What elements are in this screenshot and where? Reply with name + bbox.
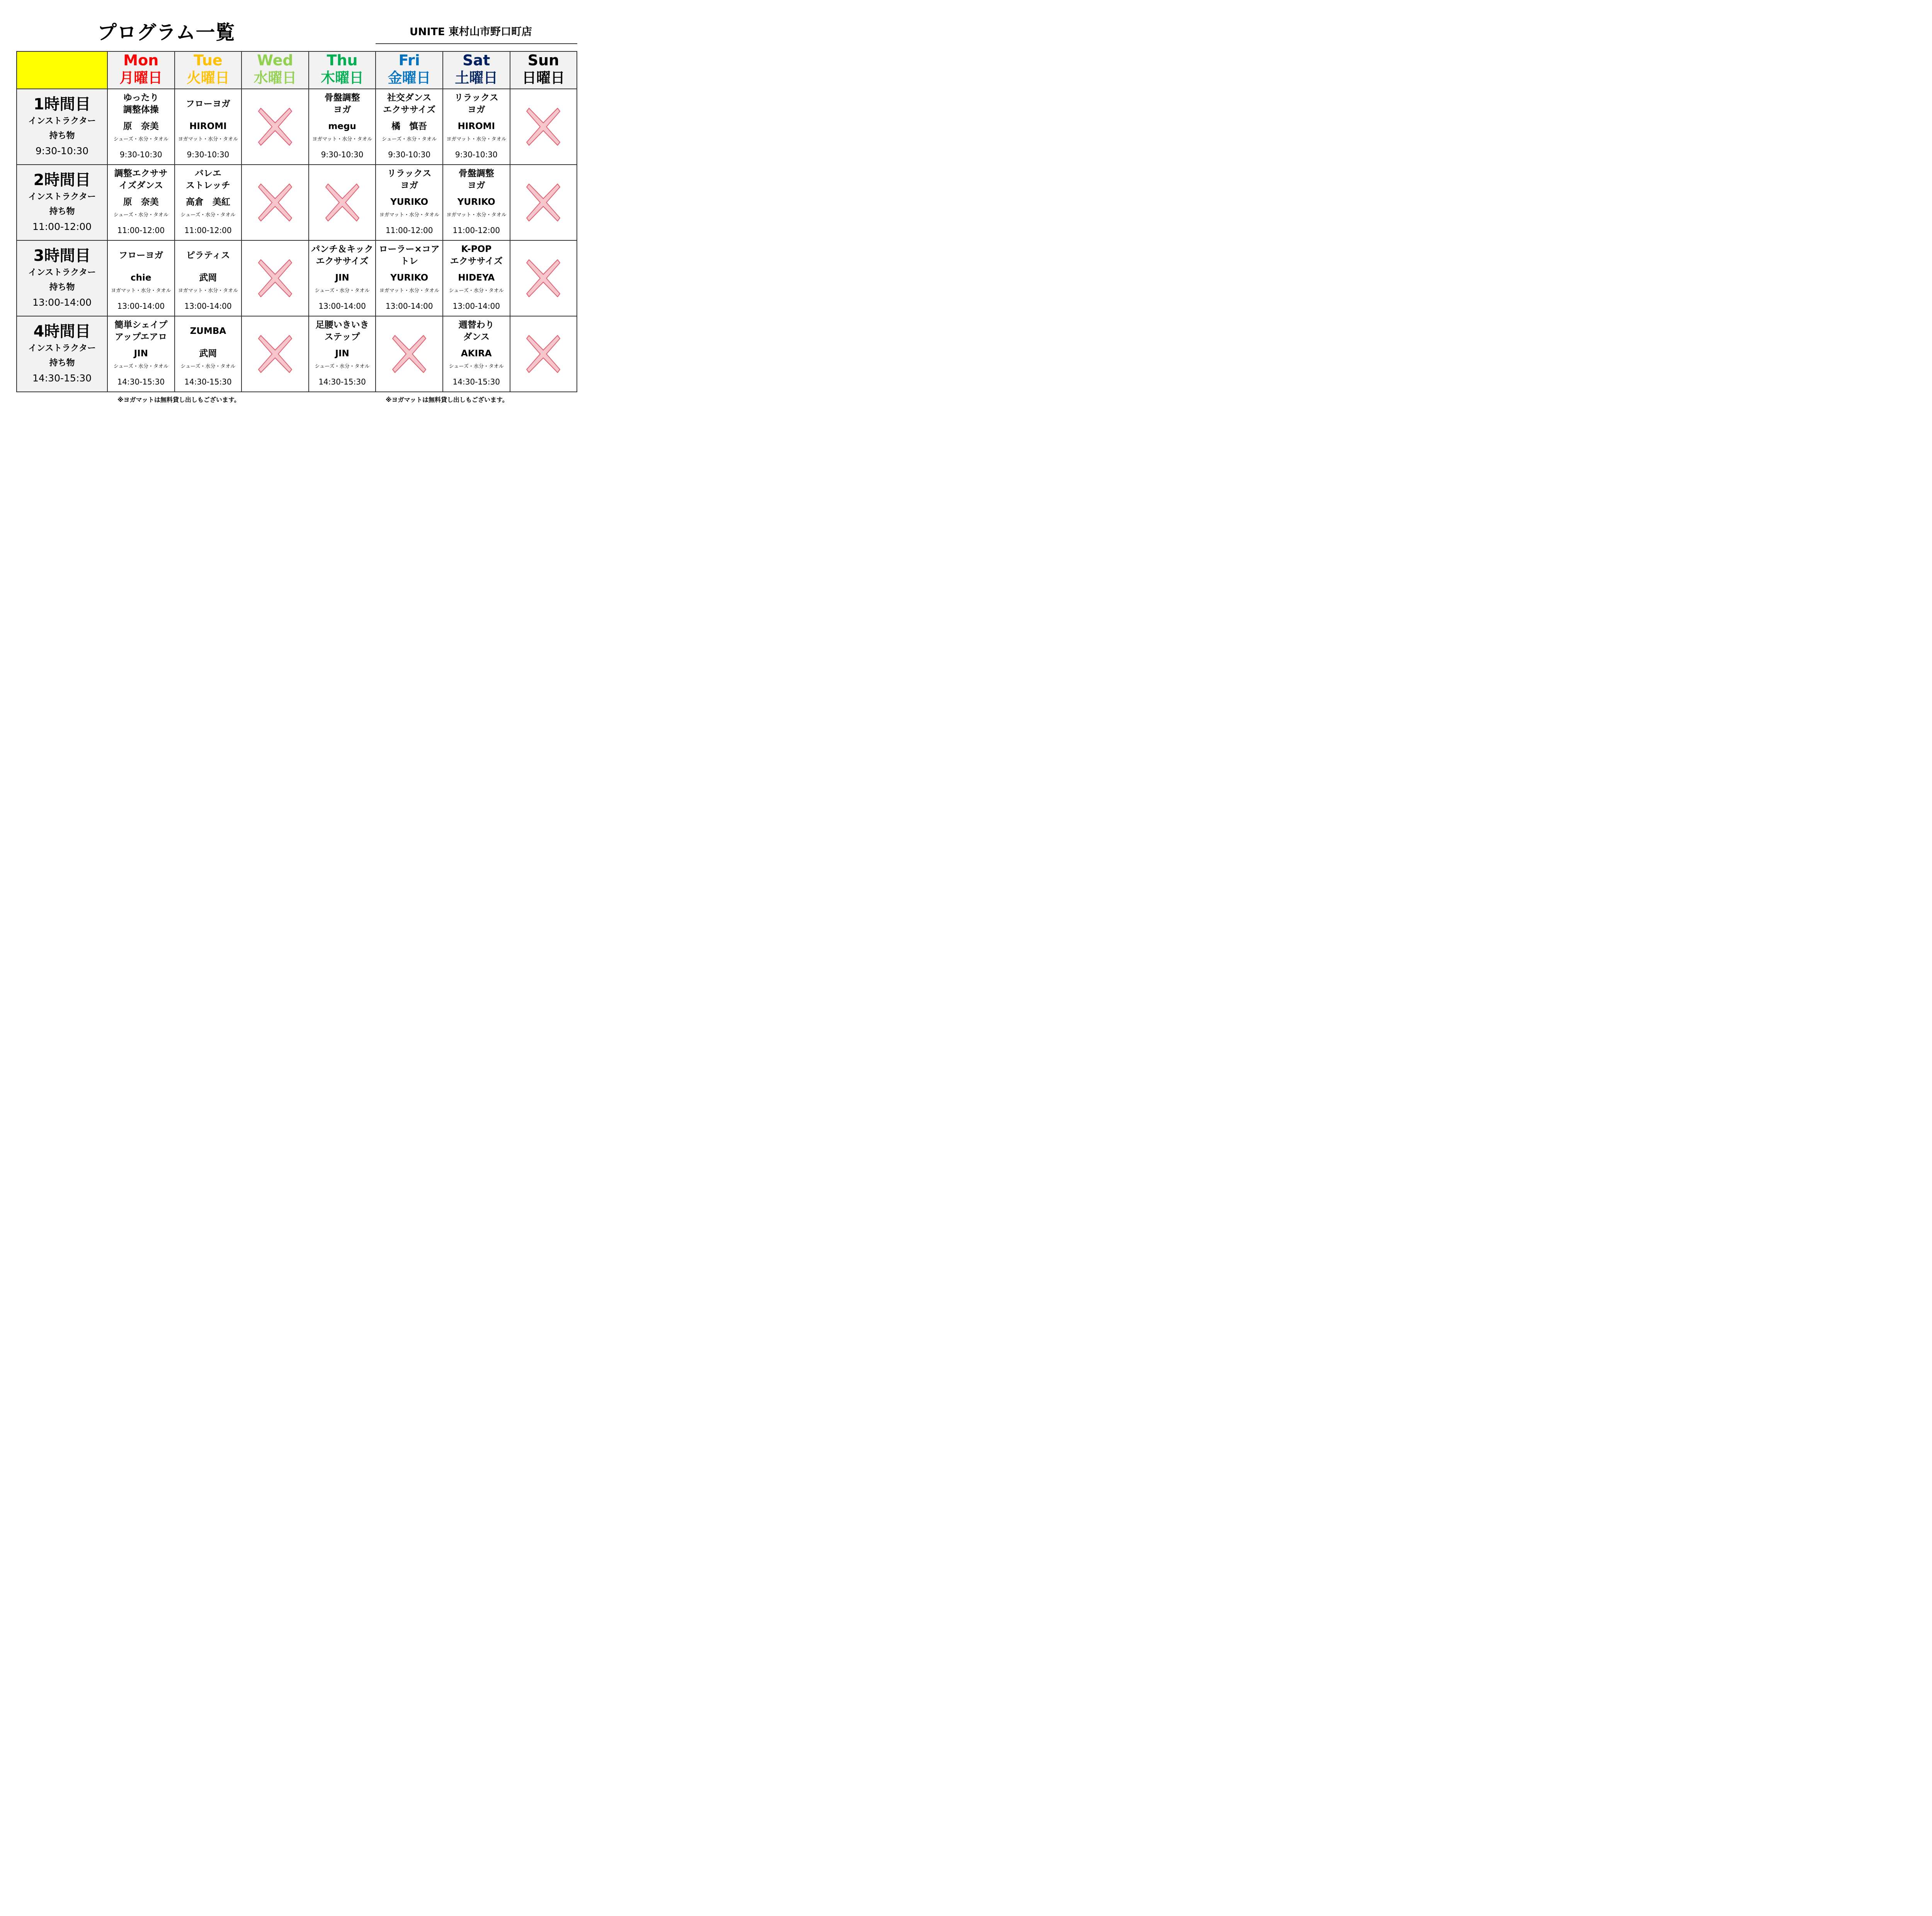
- period-row: [17, 240, 577, 316]
- class-name-line: 骨盤調整: [458, 168, 494, 179]
- class-cell: [107, 165, 175, 240]
- class-name-line: ヨガ: [467, 105, 485, 115]
- class-name-line: エクササイズ: [316, 256, 369, 266]
- instructor-label: インストラクター: [28, 192, 96, 202]
- day-header-row: [17, 51, 577, 89]
- class-name-line: ローラー×コア: [379, 244, 440, 254]
- class-name: [309, 90, 376, 118]
- class-time: 9:30-10:30: [455, 150, 498, 159]
- instructor-name: 原 奈美: [123, 197, 159, 207]
- class-name-line: アップエアロ: [115, 332, 167, 342]
- items-to-bring: シューズ・水分・タオル: [180, 212, 236, 218]
- day-header-wed: [242, 51, 309, 89]
- instructor-name: HIROMI: [457, 121, 495, 131]
- instructor-name: 橘 慎吾: [391, 121, 427, 131]
- items-to-bring: ヨガマット・水分・タオル: [446, 212, 507, 218]
- class-cell: [443, 165, 510, 240]
- no-class-cell: [242, 316, 309, 392]
- items-label: 持ち物: [49, 207, 75, 216]
- class-cell: [107, 316, 175, 392]
- class-name-line: リラックス: [454, 93, 498, 103]
- class-cell: [443, 89, 510, 165]
- period-name: 1時間目: [33, 95, 91, 113]
- period-header: [17, 316, 107, 392]
- class-cell: [175, 165, 242, 240]
- no-class-cell: [376, 316, 443, 392]
- class-name-line: リラックス: [387, 168, 432, 179]
- instructor-name: AKIRA: [461, 349, 492, 359]
- class-cell: [107, 240, 175, 316]
- instructor-name: JIN: [134, 349, 148, 359]
- class-name-line: ヨガ: [333, 105, 351, 115]
- class-name-line: ピラティス: [186, 250, 230, 260]
- class-time: 11:00-12:00: [385, 226, 433, 235]
- class-name-line: 社交ダンス: [387, 93, 432, 103]
- closed-x-icon: [392, 335, 427, 373]
- items-to-bring: ヨガマット・水分・タオル: [379, 288, 439, 294]
- instructor-name: YURIKO: [390, 273, 429, 283]
- closed-x-icon: [258, 183, 293, 222]
- class-name: [108, 166, 174, 194]
- class-time: 11:00-12:00: [184, 226, 232, 235]
- items-to-bring: シューズ・水分・タオル: [382, 136, 437, 142]
- items-to-bring: シューズ・水分・タオル: [315, 364, 370, 369]
- closed-x-icon: [258, 107, 293, 146]
- class-name-line: 足腰いきいき: [315, 320, 369, 330]
- class-cell: [376, 240, 443, 316]
- class-time: 9:30-10:30: [388, 150, 431, 159]
- closed-x-icon: [526, 335, 561, 373]
- class-cell: [309, 89, 376, 165]
- instructor-name: JIN: [335, 273, 349, 283]
- instructor-label: インストラクター: [28, 268, 96, 277]
- no-class-cell: [510, 89, 577, 165]
- instructor-name: 原 奈美: [123, 121, 159, 131]
- no-class-cell: [309, 165, 376, 240]
- class-name: [309, 317, 376, 345]
- items-to-bring: シューズ・水分・タオル: [180, 364, 236, 369]
- class-name: [175, 166, 242, 194]
- class-cell: [175, 316, 242, 392]
- class-time: 11:00-12:00: [452, 226, 500, 235]
- items-to-bring: シューズ・水分・タオル: [113, 136, 168, 142]
- class-name: [376, 90, 442, 118]
- class-time: 13:00-14:00: [385, 301, 433, 311]
- instructor-name: HIROMI: [189, 121, 227, 131]
- class-name-line: フローヨガ: [119, 250, 163, 260]
- period-header: [17, 240, 107, 316]
- day-name-jp: 火曜日: [186, 70, 230, 86]
- closed-x-icon: [526, 183, 561, 222]
- items-label: 持ち物: [49, 282, 75, 292]
- class-name: [443, 166, 510, 194]
- no-class-cell: [242, 89, 309, 165]
- class-name: [108, 317, 174, 345]
- class-name: [376, 166, 442, 194]
- day-header-thu: [309, 51, 376, 89]
- period-row: [17, 316, 577, 392]
- class-name: [443, 317, 510, 345]
- items-to-bring: シューズ・水分・タオル: [449, 364, 504, 369]
- class-name-line: バレエ: [194, 168, 221, 179]
- class-name-line: 調整体操: [123, 105, 159, 115]
- class-cell: [309, 316, 376, 392]
- class-cell: [443, 240, 510, 316]
- instructor-name: YURIKO: [457, 197, 495, 207]
- day-name-en: Mon: [123, 52, 159, 69]
- yoga-mat-note: ※ヨガマットは無料貸し出しもございます。: [117, 396, 240, 403]
- period-time: 13:00-14:00: [32, 297, 92, 308]
- day-name-en: Sun: [527, 52, 560, 69]
- store-name: UNITE 東村山市野口町店: [410, 26, 532, 38]
- class-time: 13:00-14:00: [318, 301, 366, 311]
- class-time: 11:00-12:00: [117, 226, 165, 235]
- class-name-line: ゆったり: [123, 93, 159, 103]
- no-class-cell: [510, 165, 577, 240]
- day-name-en: Tue: [194, 52, 223, 69]
- day-name-en: Wed: [257, 52, 293, 69]
- period-row: [17, 165, 577, 240]
- class-name: [108, 90, 174, 118]
- items-to-bring: ヨガマット・水分・タオル: [111, 288, 171, 294]
- class-name-line: ストレッチ: [186, 180, 230, 191]
- schedule-table: [16, 51, 577, 392]
- instructor-name: JIN: [335, 349, 349, 359]
- class-name-line: フローヨガ: [185, 99, 230, 109]
- closed-x-icon: [325, 183, 360, 222]
- corner-cell: [17, 51, 107, 89]
- day-header-sun: [510, 51, 577, 89]
- class-time: 14:30-15:30: [184, 377, 232, 386]
- class-cell: [376, 165, 443, 240]
- instructor-name: chie: [131, 273, 151, 283]
- instructor-name: YURIKO: [390, 197, 429, 207]
- class-cell: [175, 89, 242, 165]
- day-name-en: Thu: [327, 52, 358, 69]
- instructor-name: 高倉 美紅: [185, 197, 230, 207]
- class-name-line: K-POP: [461, 244, 492, 254]
- store-underline: [376, 43, 577, 44]
- instructor-name: megu: [328, 121, 356, 131]
- period-time: 11:00-12:00: [32, 221, 92, 232]
- class-name: [175, 90, 242, 118]
- class-cell: [443, 316, 510, 392]
- period-row: [17, 89, 577, 165]
- page-title: プログラム一覧: [97, 21, 235, 44]
- class-name-line: 調整エクササ: [114, 168, 168, 179]
- yoga-mat-note: ※ヨガマットは無料貸し出しもございます。: [386, 396, 509, 403]
- class-name-line: エクササイズ: [383, 105, 436, 115]
- class-name-line: 骨盤調整: [324, 93, 360, 103]
- class-time: 14:30-15:30: [318, 377, 366, 386]
- day-name-jp: 水曜日: [253, 70, 297, 86]
- instructor-name: 武岡: [199, 349, 217, 359]
- class-name-line: ヨガ: [467, 180, 485, 191]
- class-time: 9:30-10:30: [321, 150, 364, 159]
- class-name-line: ステップ: [324, 332, 360, 342]
- class-name-line: ダンス: [463, 332, 490, 342]
- class-name: [443, 242, 510, 269]
- items-to-bring: ヨガマット・水分・タオル: [379, 212, 439, 218]
- day-name-jp: 土曜日: [455, 70, 498, 86]
- period-name: 2時間目: [33, 171, 91, 189]
- items-label: 持ち物: [49, 131, 75, 141]
- class-name: [443, 90, 510, 118]
- class-time: 14:30-15:30: [117, 377, 165, 386]
- period-time: 9:30-10:30: [35, 145, 89, 157]
- day-name-en: Sat: [463, 52, 490, 69]
- class-name: [309, 242, 376, 269]
- items-to-bring: ヨガマット・水分・タオル: [446, 136, 507, 142]
- items-to-bring: シューズ・水分・タオル: [113, 364, 168, 369]
- class-time: 13:00-14:00: [117, 301, 165, 311]
- class-name: [175, 242, 242, 269]
- items-to-bring: ヨガマット・水分・タオル: [178, 288, 238, 294]
- class-cell: [175, 240, 242, 316]
- class-cell: [107, 89, 175, 165]
- day-name-jp: 月曜日: [119, 70, 163, 86]
- class-cell: [376, 89, 443, 165]
- day-name-jp: 金曜日: [388, 70, 431, 86]
- closed-x-icon: [526, 259, 561, 298]
- class-name: [376, 242, 442, 269]
- day-name-jp: 日曜日: [522, 70, 565, 86]
- items-to-bring: シューズ・水分・タオル: [315, 288, 370, 294]
- class-name-line: 週替わり: [458, 320, 494, 330]
- items-label: 持ち物: [49, 358, 75, 368]
- period-name: 4時間目: [33, 323, 91, 340]
- instructor-name: 武岡: [199, 273, 217, 283]
- no-class-cell: [510, 316, 577, 392]
- class-name-line: ZUMBA: [190, 326, 226, 336]
- class-time: 13:00-14:00: [184, 301, 232, 311]
- items-to-bring: シューズ・水分・タオル: [113, 212, 168, 218]
- class-cell: [309, 240, 376, 316]
- no-class-cell: [510, 240, 577, 316]
- period-header: [17, 165, 107, 240]
- class-name-line: ヨガ: [400, 180, 418, 191]
- instructor-name: HIDEYA: [458, 273, 495, 283]
- day-header-sat: [443, 51, 510, 89]
- closed-x-icon: [258, 335, 293, 373]
- instructor-label: インストラクター: [28, 344, 96, 353]
- no-class-cell: [242, 240, 309, 316]
- period-header: [17, 89, 107, 165]
- day-header-mon: [107, 51, 175, 89]
- class-name-line: トレ: [400, 256, 418, 266]
- items-to-bring: シューズ・水分・タオル: [449, 288, 504, 294]
- closed-x-icon: [258, 259, 293, 298]
- class-name: [108, 242, 174, 269]
- day-header-tue: [175, 51, 242, 89]
- class-name-line: イズダンス: [119, 180, 163, 191]
- day-header-fri: [376, 51, 443, 89]
- period-time: 14:30-15:30: [32, 373, 92, 384]
- class-time: 9:30-10:30: [187, 150, 230, 159]
- closed-x-icon: [526, 107, 561, 146]
- class-name: [175, 317, 242, 345]
- period-name: 3時間目: [33, 247, 91, 265]
- class-name-line: 簡単シェイプ: [114, 320, 168, 330]
- class-name-line: エクササイズ: [450, 256, 503, 266]
- class-time: 9:30-10:30: [119, 150, 162, 159]
- items-to-bring: ヨガマット・水分・タオル: [178, 136, 238, 142]
- day-name-jp: 木曜日: [321, 70, 364, 86]
- items-to-bring: ヨガマット・水分・タオル: [312, 136, 372, 142]
- class-name-line: パンチ＆キック: [311, 244, 373, 254]
- no-class-cell: [242, 165, 309, 240]
- class-time: 14:30-15:30: [452, 377, 500, 386]
- class-time: 13:00-14:00: [452, 301, 500, 311]
- instructor-label: インストラクター: [28, 116, 96, 126]
- day-name-en: Fri: [398, 52, 420, 69]
